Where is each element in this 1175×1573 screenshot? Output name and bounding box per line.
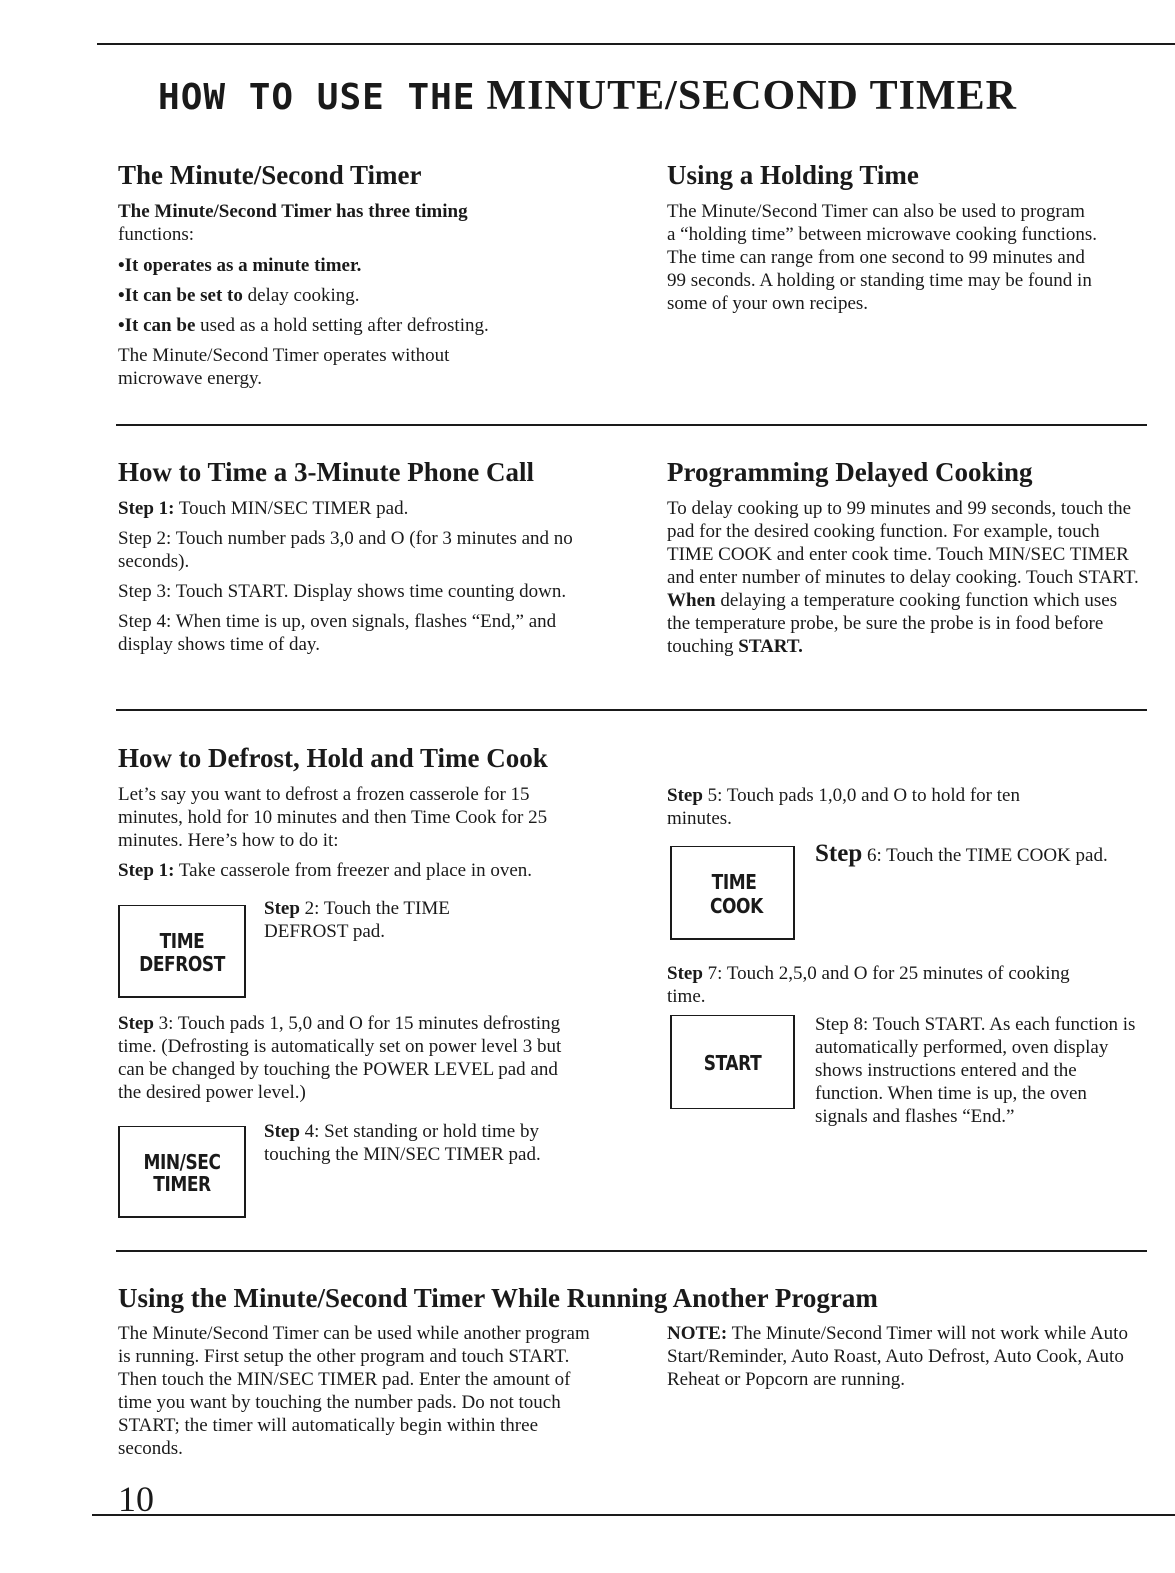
delayed-text-a: To delay cooking up to 99 minutes and 99 seconds, touch the pad for the desired cooking function. For example, touch TIME COOK and enter cook time. Touch MIN/SEC TIMER and enter number of minutes to delay cooking. Touch START. xyxy=(667,498,1139,588)
divider-3 xyxy=(116,1250,1147,1252)
defrost-step-3 xyxy=(118,1012,578,1104)
defrost-step-5-text: 5: Touch pads 1,0,0 and O to hold for ten minutes. xyxy=(667,785,1020,829)
pad-top-edge xyxy=(120,1126,244,1127)
defrost-step-4 xyxy=(264,1120,594,1166)
defrost-step-6 xyxy=(815,842,1155,867)
phone-step-4: Step 4: When time is up, oven signals, flashes “End,” and display shows time of day. xyxy=(118,611,557,655)
delayed-text-when: When xyxy=(667,590,716,611)
mst-intro xyxy=(118,200,598,246)
bottom-rule xyxy=(92,1514,1175,1516)
defrost-step-1-text: Take casserole from freezer and place in oven. xyxy=(174,860,533,881)
start-pad-label: START xyxy=(703,1051,762,1075)
start-pad[interactable] xyxy=(670,1015,795,1109)
section-running-another-program xyxy=(118,1283,1158,1323)
phone-step-1-label: Step 1: xyxy=(118,498,175,519)
section-holding-time xyxy=(667,160,1097,322)
defrost-step-6-label: Step xyxy=(815,840,863,867)
mst-bullet-1: •It operates as a minute timer. xyxy=(118,255,362,276)
mst-bullet-2-rest: delay cooking. xyxy=(242,285,360,306)
defrost-step-7 xyxy=(667,962,1087,1008)
pad-bottom-edge xyxy=(672,938,793,940)
mst-bullet-2-bold: •It can be set to xyxy=(118,285,243,306)
delayed-text xyxy=(667,497,1145,658)
divider-2 xyxy=(116,709,1147,711)
min-sec-timer-pad[interactable] xyxy=(118,1126,246,1218)
time-defrost-pad[interactable] xyxy=(118,905,246,998)
defrost-step-8-text: Step 8: Touch START. As each function is automatically performed, oven display shows instructions entered and the function. When time is up, the oven signals and flashes “End.” xyxy=(815,1014,1136,1127)
running-text-body: The Minute/Second Timer can be used while another program is running. First setup the other program and touch START. Then touch the MIN/SEC TIMER pad. Enter the amount of time you want by touching the number pads. Do not touch START; the timer will automatically begin within three seconds. xyxy=(118,1323,590,1459)
time-defrost-pad-line2: DEFROST xyxy=(139,952,225,976)
defrost-step-3-label: Step xyxy=(118,1013,154,1034)
defrost-step-5-label: Step xyxy=(667,785,703,806)
defrost-step-8 xyxy=(815,1013,1140,1128)
min-sec-timer-pad-line1: MIN/SEC xyxy=(143,1150,221,1174)
mst-bullet-3-bold: •It can be xyxy=(118,315,196,336)
heading-delayed-cooking: Programming Delayed Cooking xyxy=(667,457,1033,487)
phone-step-1 xyxy=(118,497,588,520)
heading-holding-time: Using a Holding Time xyxy=(667,160,919,190)
section-defrost-hold-cook xyxy=(118,743,593,889)
phone-step-3: Step 3: Touch START. Display shows time counting down. xyxy=(118,581,567,602)
pad-bottom-edge xyxy=(672,1108,793,1109)
time-cook-pad-line2: COOK xyxy=(709,894,763,918)
defrost-step-2-text: 2: Touch the TIME DEFROST pad. xyxy=(264,898,450,942)
page-title xyxy=(0,72,1175,120)
running-note xyxy=(667,1322,1152,1391)
defrost-step-6-text: 6: Touch the TIME COOK pad. xyxy=(862,845,1108,866)
top-rule xyxy=(97,43,1175,45)
defrost-step-3-text: 3: Touch pads 1, 5,0 and O for 15 minutes defrosting time. (Defrosting is automatically set on power level 3 but can be changed by touching the POWER LEVEL pad and the desired power level.) xyxy=(118,1013,562,1103)
section-minute-second-timer xyxy=(118,160,598,397)
mst-bullet-3-rest: used as a hold setting after defrosting. xyxy=(195,315,489,336)
mst-bullet-3 xyxy=(118,314,598,337)
pad-bottom-edge xyxy=(120,996,244,998)
running-note-label: NOTE: xyxy=(667,1323,728,1344)
page-title-part1: HOW TO USE THE xyxy=(158,77,476,118)
mst-intro-bold: The Minute/Second Timer has three timing xyxy=(118,201,468,222)
defrost-intro: Let’s say you want to defrost a frozen casserole for 15 minutes, hold for 10 minutes and then Time Cook for 25 minutes. Here’s how to do it: xyxy=(118,784,548,851)
heading-minute-second-timer: The Minute/Second Timer xyxy=(118,160,422,190)
heading-defrost-hold-cook: How to Defrost, Hold and Time Cook xyxy=(118,743,548,773)
mst-outro: The Minute/Second Timer operates without microwave energy. xyxy=(118,345,450,389)
heading-running-another-program: Using the Minute/Second Timer While Running Another Program xyxy=(118,1283,878,1313)
pad-bottom-edge xyxy=(120,1216,244,1218)
defrost-step-4-text: 4: Set standing or hold time by touching the MIN/SEC TIMER pad. xyxy=(264,1121,541,1165)
defrost-step-7-label: Step xyxy=(667,963,703,984)
section-phone-call xyxy=(118,457,588,663)
defrost-step-5 xyxy=(667,784,1067,830)
time-defrost-pad-line1: TIME xyxy=(159,929,205,953)
delayed-text-b: delaying a temperature cooking function which uses the temperature probe, be sure the probe is in food before touching xyxy=(667,590,1118,657)
page-title-part2: MINUTE/SECOND TIMER xyxy=(486,73,1017,119)
running-note-text: The Minute/Second Timer will not work while Auto Start/Reminder, Auto Roast, Auto Defrost, Auto Cook, Auto Reheat or Popcorn are running. xyxy=(667,1323,1128,1390)
defrost-step-2-label: Step xyxy=(264,898,300,919)
defrost-step-1-label: Step 1: xyxy=(118,860,175,881)
section-delayed-cooking xyxy=(667,457,1145,665)
mst-intro-rest: functions: xyxy=(118,224,194,245)
min-sec-timer-pad-line2: TIMER xyxy=(153,1172,211,1196)
delayed-text-start: START. xyxy=(738,636,803,657)
divider-1 xyxy=(116,424,1147,426)
time-cook-pad-line1: TIME xyxy=(711,870,757,894)
defrost-step-7-text: 7: Touch 2,5,0 and O for 25 minutes of cooking time. xyxy=(667,963,1070,1007)
phone-step-2: Step 2: Touch number pads 3,0 and O (for 3 minutes and no seconds). xyxy=(118,528,573,572)
page-number: 10 xyxy=(118,1479,154,1519)
defrost-step-4-label: Step xyxy=(264,1121,300,1142)
mst-bullet-2 xyxy=(118,284,598,307)
time-cook-pad[interactable] xyxy=(670,846,795,940)
defrost-step-1 xyxy=(118,859,593,882)
running-text xyxy=(118,1322,598,1460)
pad-top-edge xyxy=(672,846,793,847)
heading-phone-call: How to Time a 3-Minute Phone Call xyxy=(118,457,534,487)
pad-top-edge xyxy=(672,1015,793,1016)
defrost-step-2 xyxy=(264,897,504,943)
holding-text: The Minute/Second Timer can also be used to program a “holding time” between microwave cooking functions. The time can range from one second to 99 minutes and 99 seconds. A holding or standing time may be found in some of your own recipes. xyxy=(667,201,1098,314)
phone-step-1-text: Touch MIN/SEC TIMER pad. xyxy=(174,498,409,519)
pad-top-edge xyxy=(120,905,244,906)
